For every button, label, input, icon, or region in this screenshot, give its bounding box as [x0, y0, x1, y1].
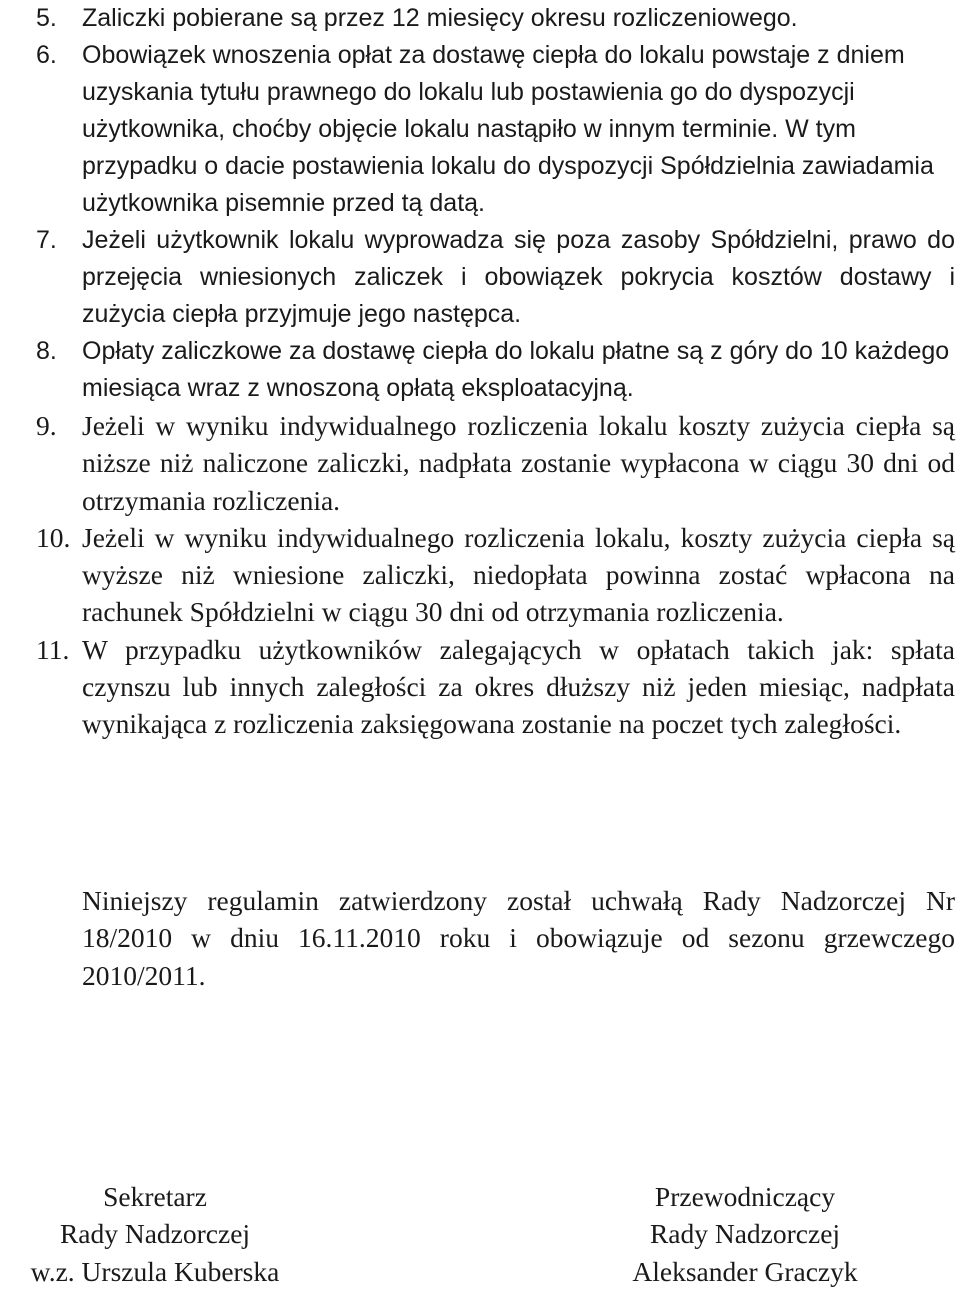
item-number: 8.: [36, 337, 57, 365]
signature-name: w.z. Urszula Kuberska: [30, 1255, 280, 1287]
signature-body: Rady Nadzorczej: [59, 1218, 251, 1250]
signature-body: Rady Nadzorczej: [649, 1218, 841, 1250]
item-text: Jeżeli w wyniku indywidualnego rozliczenia lokalu koszty zużycia ciepła są niższe niż naliczone zaliczki, nadpłata zostanie wypłacona w ciągu 30 dni od otrzymania rozliczenia.: [82, 410, 955, 516]
list-item-9: [0, 407, 960, 519]
signature-chairman: [590, 1178, 900, 1290]
item-number: 9.: [36, 410, 57, 441]
item-text: Jeżeli użytkownik lokalu wyprowadza się poza zasoby Spółdzielni, prawo do przejęcia wniesionych zaliczek i obowiązek pokrycia kosztów dostawy i zużycia ciepła przyjmuje jego następca.: [82, 226, 955, 328]
item-number: 5.: [36, 4, 57, 32]
item-number: 10.: [36, 521, 71, 553]
list-item-10: [0, 519, 960, 631]
item-text: Obowiązek wnoszenia opłat za dostawę ciepła do lokalu powstaje z dniem uzyskania tytułu prawnego do lokalu lub postawienia go do dyspozycji użytkownika, choćby objęcie lokalu nastąpiło w innym terminie. W tym przypadku o dacie postawienia lokalu do dyspozycji Spółdzielnia zawiadamia użytkownika pisemnie przed tą datą.: [82, 41, 934, 217]
item-text: Zaliczki pobierane są przez 12 miesięcy okresu rozliczeniowego.: [82, 4, 798, 32]
signature-role: Sekretarz: [103, 1181, 207, 1212]
item-text: Opłaty zaliczkowe za dostawę ciepła do lokalu płatne są z góry do 10 każdego miesiąca wraz z wnoszoną opłatą eksploatacyjną.: [82, 337, 950, 402]
item-number: 7.: [36, 226, 57, 254]
signature-name: Aleksander Graczyk: [632, 1255, 858, 1287]
item-text: Jeżeli w wyniku indywidualnego rozliczenia lokalu, koszty zużycia ciepła są wyższe niż wniesione zaliczki, niedopłata powinna zostać wpłacona na rachunek Spółdzielni w ciągu 30 dni od otrzymania rozliczenia.: [82, 521, 955, 628]
list-item-8: [0, 333, 960, 407]
item-number: 6.: [36, 41, 57, 69]
signature-secretary: [0, 1178, 310, 1290]
signature-role: Przewodniczący: [654, 1181, 836, 1212]
list-item-7: [0, 222, 960, 333]
item-number: 11.: [36, 633, 70, 665]
list-item-5: [0, 0, 960, 37]
item-text: W przypadku użytkowników zalegających w opłatach takich jak: spłata czynszu lub innych zaległości za okres dłuższy niż jeden miesiąc, nadpłata wynikająca z rozliczenia zaksięgowana zostanie na poczet tych zaległości.: [82, 633, 955, 740]
closing-paragraph: Niniejszy regulamin zatwierdzony został uchwałą Rady Nadzorczej Nr 18/2010 w dniu 16.11.2010 roku i obowiązuje od sezonu grzewczego 2010/2011.: [82, 885, 955, 991]
list-item-6: [0, 37, 960, 222]
list-item-11: [0, 631, 960, 743]
